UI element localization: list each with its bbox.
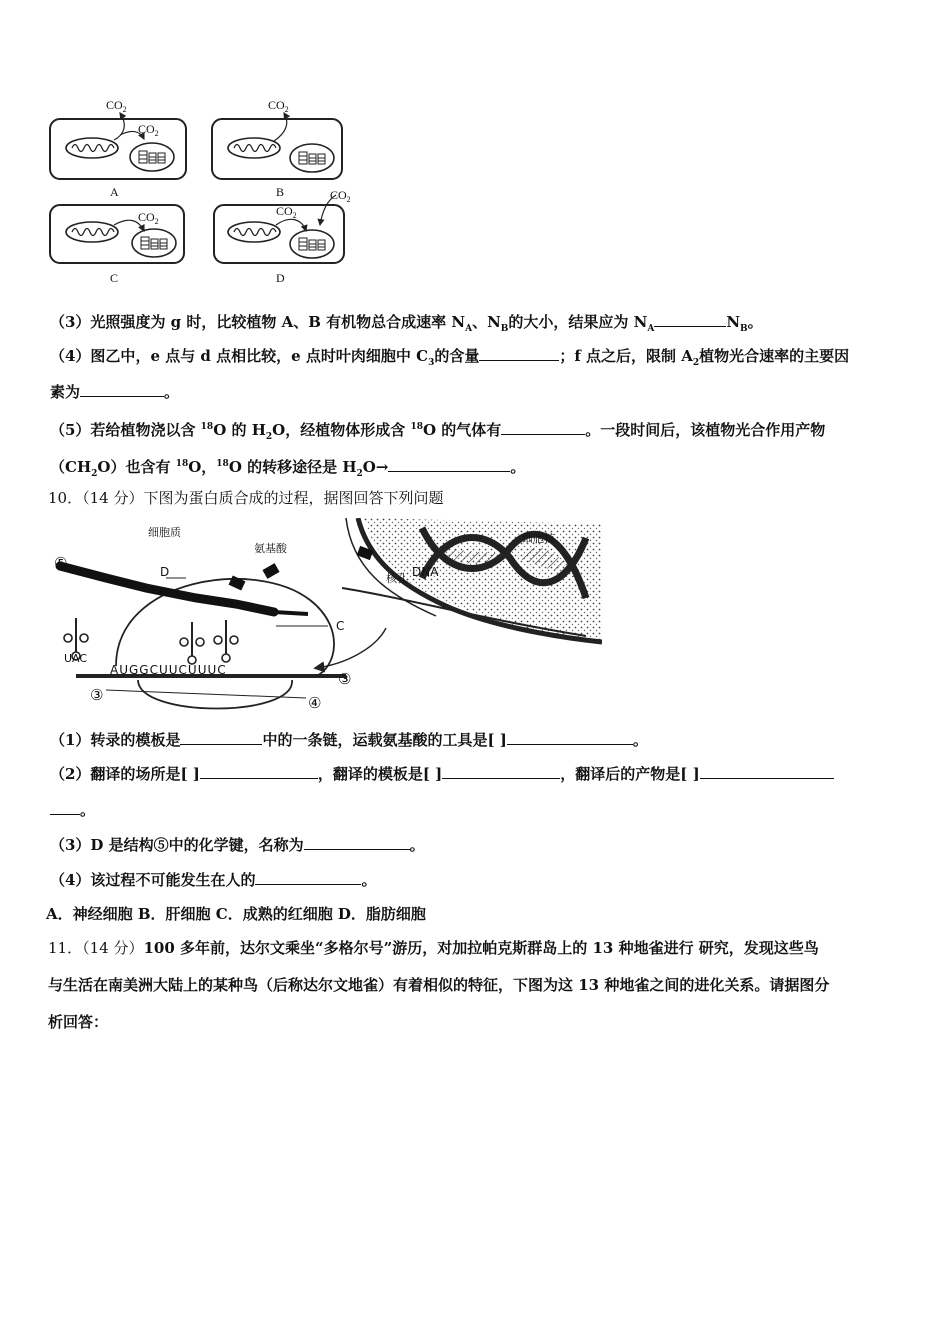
q10-part1: （1）转录的模板是 中的一条链，运载氨基酸的工具是[ ] 。 <box>50 731 648 749</box>
answer-blank[interactable] <box>654 312 726 327</box>
q10-heading: 10．（14 分）下图为蛋白质合成的过程，据图回答下列问题 <box>48 489 444 507</box>
answer-blank[interactable] <box>501 420 585 435</box>
q11-line3: 析回答： <box>48 1013 109 1031</box>
answer-blank[interactable] <box>507 730 633 745</box>
q10-options: A．神经细胞 B．肝细胞 C．成熟的红细胞 D．脂肪细胞 <box>46 905 426 923</box>
answer-blank[interactable] <box>255 870 361 885</box>
q9-part3: （3）光照强度为 g 时，比较植物 A、B 有机物总合成速率 $N_A$、$N_B$的大小，结果应为 $N_A$ $N_B$。 <box>50 313 763 334</box>
answer-blank[interactable] <box>700 764 834 779</box>
protein-synthesis-figure <box>46 518 602 714</box>
answer-blank[interactable] <box>80 382 164 397</box>
co2-label: $CO_2$ <box>138 122 159 138</box>
trna-2 <box>180 622 204 664</box>
cell-label-d: D <box>276 271 285 285</box>
mrna-sequence: AUGGCUUCUUUC <box>110 663 227 677</box>
label-5: ⑤ <box>54 554 68 572</box>
amino-acid-label: 氨基酸 <box>254 542 287 555</box>
co2-label: $CO_2$ <box>106 98 127 114</box>
cytoplasm-label: 细胞质 <box>148 526 181 539</box>
cell-b <box>212 113 342 179</box>
label-4: ④ <box>308 694 322 712</box>
anticodon-label: UAC <box>64 652 88 665</box>
answer-blank[interactable] <box>479 346 559 361</box>
nuclear-pore-label: 核孔 <box>386 572 408 585</box>
q11-line1: 11．（14 分）100 多年前，达尔文乘坐“多格尔号”游历，对加拉帕克斯群岛上的 13 种地雀进行 研究，发现这些鸟 <box>48 939 819 957</box>
q9-part4: （4）图乙中，e 点与 d 点相比较，e 点时叶肉细胞中 $C_3$的含量 ；f 点之后，限制 $A_2$植物光合速率的主要因 <box>50 347 850 368</box>
label-3-left: ③ <box>90 686 104 704</box>
nucleus-label: 细胞核 <box>522 532 555 545</box>
answer-blank[interactable] <box>180 730 262 745</box>
answer-blank[interactable] <box>442 764 560 779</box>
protein-synthesis-svg <box>46 518 602 714</box>
co2-label: $CO_2$ <box>276 204 297 220</box>
q9-part5-cont: $(CH_2O)$也含有 $^{18}$O，$^{18}$O 的转移途径是 $H_2O\to$ 。 <box>50 458 526 479</box>
q9-part5: （5）若给植物浇以含 $^{18}$O 的 $H_2O$，经植物体形成含 $^{18}$O 的气体有 。一段时间后，该植物光合作用产物 <box>50 421 826 442</box>
co2-label: $CO_2$ <box>330 188 351 204</box>
q10-part4: （4）该过程不可能发生在人的 。 <box>50 871 377 889</box>
q10-part3: （3）D 是结构⑤中的化学键，名称为 。 <box>50 836 425 854</box>
cell-diagram-figure <box>40 95 370 290</box>
q9-part4-cont: 素为 。 <box>50 383 180 401</box>
nucleus <box>342 518 602 642</box>
cell-label-b: B <box>276 185 285 199</box>
cell-label-a: A <box>110 185 119 199</box>
co2-label: $CO_2$ <box>138 210 159 226</box>
dna-label: DNA <box>412 565 439 579</box>
answer-blank[interactable] <box>50 800 80 815</box>
q10-part2-cont: 。 <box>50 800 95 820</box>
q10-part2: （2）翻译的场所是[ ] ，翻译的模板是[ ] ，翻译后的产物是[ ] <box>50 764 834 784</box>
cell-diagrams-svg <box>40 95 370 290</box>
cell-a <box>50 113 186 179</box>
trna-3 <box>214 620 238 662</box>
q11-line2: 与生活在南美洲大陆上的某种鸟（后称达尔文地雀）有着相似的特征，下图为这 13 种地雀之间的进化关系。请据图分 <box>48 976 830 994</box>
cell-label-c: C <box>110 271 119 285</box>
answer-blank[interactable] <box>388 457 510 472</box>
label-3-right: ③ <box>338 670 352 688</box>
label-c: C <box>336 619 345 633</box>
cell-c <box>50 205 184 263</box>
co2-label: $CO_2$ <box>268 98 289 114</box>
answer-blank[interactable] <box>304 835 410 850</box>
answer-blank[interactable] <box>200 764 318 779</box>
label-d: D <box>160 565 170 579</box>
